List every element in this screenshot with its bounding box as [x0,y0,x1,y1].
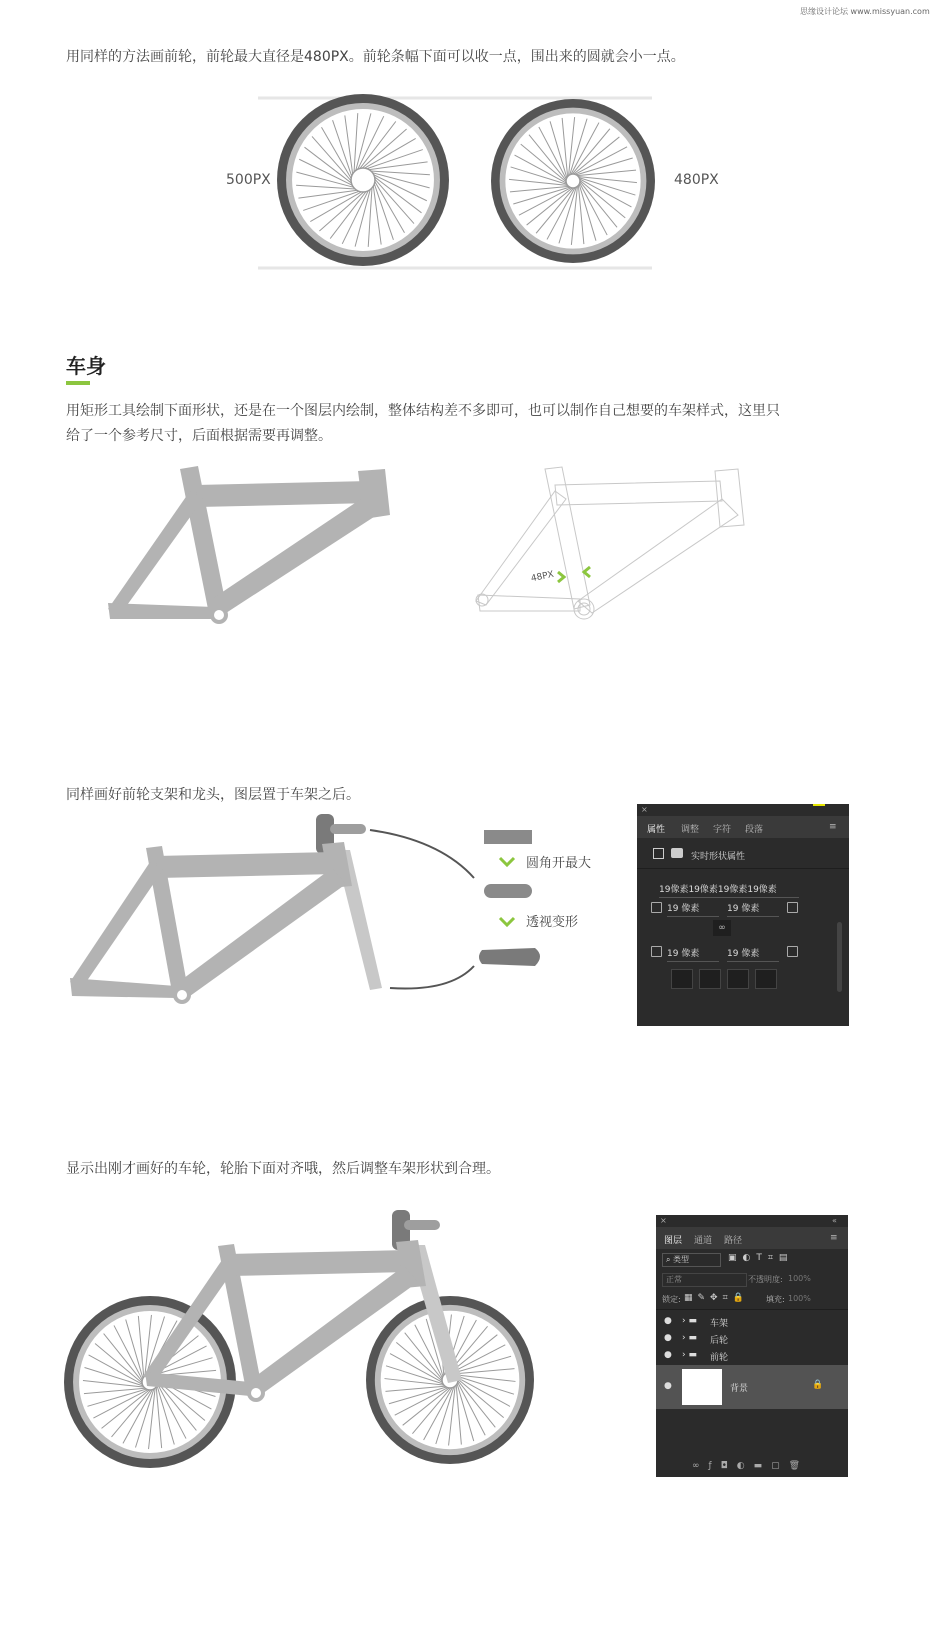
rear-wheel-size-label: 500PX [226,172,271,188]
corner-tl-icon [651,902,662,913]
dimension-label: 48PX [530,569,555,585]
step-shape-rect [484,830,532,844]
blend-mode-select[interactable]: 正常 [662,1273,747,1287]
full-bike-intro-text: 显示出刚才画好的车轮，轮胎下面对齐哦，然后调整车架形状到合理。 [66,1161,500,1177]
layer-name: 背景 [730,1384,749,1394]
layer-row[interactable] [656,1347,848,1364]
folder-icon: › ▬ [682,1350,697,1360]
live-shape-title: 实时形状属性 [691,852,746,862]
corner-bl-input[interactable]: 19 像素 [667,946,719,962]
close-icon[interactable]: × [660,1216,667,1225]
step1-label: 圆角开最大 [526,856,592,871]
collapse-icon[interactable]: « [832,1216,837,1225]
wheels-comparison-illustration [0,80,950,280]
full-bike-illustration [0,1200,640,1480]
path-subtract-button[interactable] [699,969,721,989]
lock-icons[interactable]: ▦✎✥⌗🔒 [684,1293,749,1303]
filter-kind-select[interactable]: ⌕ 类型 [662,1253,721,1267]
fork-intro-text: 同样画好前轮支架和龙头，图层置于车架之后。 [66,787,360,803]
path-intersect-button[interactable] [727,969,749,989]
front-wheel-size-label: 480PX [674,172,719,188]
layer-name: 前轮 [710,1353,729,1363]
corner-tl-input[interactable]: 19 像素 [667,901,719,917]
layer-row[interactable] [656,1313,848,1330]
tab-properties[interactable]: 属性 [647,825,666,835]
panel-scrollbar[interactable] [837,922,842,992]
lock-label: 锁定: [662,1295,681,1304]
watermark: 思缘设计论坛 www.missyuan.com [800,7,930,16]
hub [566,174,580,188]
visibility-icon[interactable]: ● [664,1350,672,1360]
folder-icon: › ▬ [682,1333,697,1343]
opacity-input[interactable]: 100% [788,1274,811,1283]
body-intro-line2: 给了一个参考尺寸，后面根据需要再调整。 [66,428,332,444]
link-icon[interactable]: ∞ [713,920,731,936]
panel-menu-icon[interactable]: ≡ [830,1233,838,1243]
solid-frame [108,466,390,624]
properties-panel [637,804,849,1026]
path-exclude-button[interactable] [755,969,777,989]
properties-tabs [637,816,849,838]
wheel-intro-text: 用同样的方法画前轮，前轮最大直径是480PX。前轮条幅下面可以收一点，围出来的圆就会小一点。 [66,49,685,65]
layers-tabs [656,1227,848,1249]
layers-footer-icons[interactable]: ∞ƒ◘◐▬▢🗑 [692,1461,810,1471]
tab-character[interactable]: 字符 [713,825,732,835]
visibility-icon[interactable]: ● [664,1381,672,1391]
section-heading-body: 车身 [66,354,106,378]
dimension-arrow-right [584,567,590,577]
mask-icon [671,848,683,858]
dimension-arrow-left [558,572,564,582]
fill-label: 填充: [766,1295,785,1304]
opacity-label: 不透明度: [748,1275,783,1284]
step2-label: 透视变形 [526,915,579,930]
fork-stem-illustration [0,800,640,1020]
layer-thumbnail [682,1369,722,1405]
layer-row-background[interactable] [656,1365,848,1409]
layer-name: 后轮 [710,1336,729,1346]
panel-menu-icon[interactable]: ≡ [829,822,837,832]
step2-arrow-icon [500,918,514,925]
tab-paragraph[interactable]: 段落 [745,825,764,835]
front-wheel-480 [491,99,655,263]
folder-icon: › ▬ [682,1316,697,1326]
step-shape-perspective [479,948,540,966]
layer-row[interactable] [656,1330,848,1347]
tab-paths[interactable]: 路径 [724,1236,743,1246]
outline-frame [476,467,744,619]
corner-br-icon [787,946,798,957]
frame-shapes-illustration [0,455,950,635]
filter-icons[interactable]: ▣◐T⌗▤ [728,1253,794,1263]
corner-br-input[interactable]: 19 像素 [727,946,779,962]
path-combine-button[interactable] [671,969,693,989]
frame-with-fork [70,814,382,1004]
fill-input[interactable]: 100% [788,1294,811,1303]
corners-summary: 19像素19像素19像素19像素 [659,882,799,898]
layers-panel [656,1215,848,1477]
corner-tr-icon [787,902,798,913]
visibility-icon[interactable]: ● [664,1333,672,1343]
body-intro-line1: 用矩形工具绘制下面形状，还是在一个图层内绘制，整体结构差不多即可，也可以制作自己想要的车架样式，这里只 [66,403,780,419]
rear-wheel-500 [277,94,449,266]
step1-arrow-icon [500,858,514,865]
lock-icon: 🔒 [812,1380,824,1390]
tab-layers[interactable]: 图层 [664,1236,683,1246]
close-icon[interactable]: × [641,805,648,814]
corner-tr-input[interactable]: 19 像素 [727,901,779,917]
visibility-icon[interactable]: ● [664,1316,672,1326]
shape-bounds-icon [653,848,664,859]
heading-underline [66,381,90,385]
tab-channels[interactable]: 通道 [694,1236,713,1246]
corner-bl-icon [651,946,662,957]
step-shape-rounded [484,884,532,898]
layer-name: 车架 [710,1319,729,1329]
panel-indicator [813,804,825,806]
tab-adjustments[interactable]: 调整 [681,825,700,835]
hub [351,168,375,192]
